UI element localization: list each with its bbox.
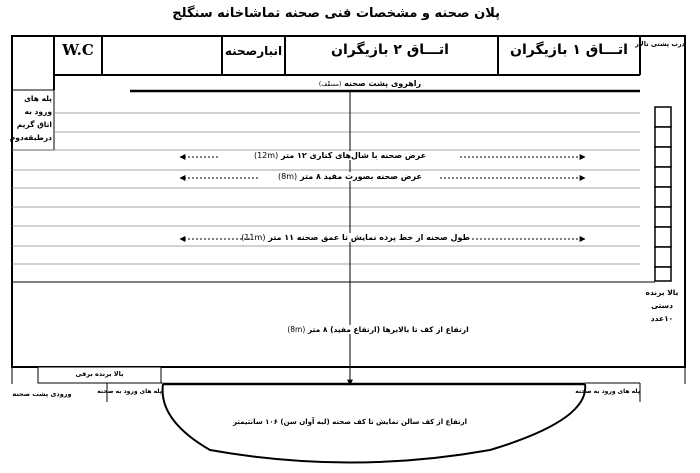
wc-label: W.C <box>62 41 94 59</box>
curtain-line-1: بالا برنده <box>645 288 679 297</box>
length-11m-text: طول صحنه از خط پرده نمایش تا عمق صحنه ۱۱ متر <box>268 233 470 242</box>
back-door-label: درب پشتی تالار <box>635 40 685 48</box>
stairs-line-4: درطبقه‌دوم <box>9 133 52 142</box>
actor-room-1-label: اتـــاق ۱ بازیگران <box>510 42 628 58</box>
curtain-line-3: ۱۰عدد <box>650 314 674 323</box>
corridor-label <box>300 79 440 88</box>
curtain-line-2: دستی <box>651 301 673 310</box>
electric-lift-label: بالا برنده برقی <box>75 370 124 378</box>
width-8m-value: (8m) <box>278 172 298 181</box>
storage-label: انبارصحنه <box>224 44 283 58</box>
backstage-entrance-label: ورودی پشت صحنه <box>12 390 72 398</box>
stairs-label-left <box>9 92 52 144</box>
corridor-note: (مسقّف) <box>318 81 342 88</box>
actor-room-2-label: اتـــاق ۲ بازیگران <box>331 42 449 58</box>
stairs-line-3: اتاق گریم <box>16 120 52 129</box>
curtain-label <box>641 286 683 325</box>
width-8m-label <box>260 172 440 181</box>
side-legs <box>655 107 671 281</box>
apron-height-label: ارتفاع از کف سالن نمایش تا کف صحنه (لبه آوان سن) ۱۰۶ سانتیمتر <box>232 418 468 426</box>
width-12m-value: (12m) <box>253 151 279 160</box>
corridor-name: راهروی پشت صحنه <box>344 79 422 88</box>
height-8m-text: ارتفاع از کف تا بالابرها (ارتفاع مفید) ۸ متر <box>307 325 469 334</box>
width-12m-text: عرض صحنه با شال‌های کناری ۱۲ متر <box>280 151 427 160</box>
height-8m-value: (8m) <box>287 325 306 334</box>
length-11m-value: (11m) <box>241 233 266 242</box>
height-8m-label <box>283 325 473 334</box>
width-8m-text: عرض صحنه بصورت مفید ۸ متر <box>299 172 422 181</box>
stage-stairs-left-label: پله های ورود به صحنه <box>97 388 162 395</box>
length-11m-label <box>241 233 470 242</box>
stairs-line-2: ورود به <box>24 107 52 116</box>
stairs-line-1: پله های <box>24 94 52 103</box>
stage-stairs-right-label: پله های ورود به صحنه <box>575 388 640 395</box>
width-12m-label <box>220 151 460 160</box>
page-title: پلان صحنه و مشخصات فنی صحنه تماشاخانه سنگلج <box>172 6 500 21</box>
